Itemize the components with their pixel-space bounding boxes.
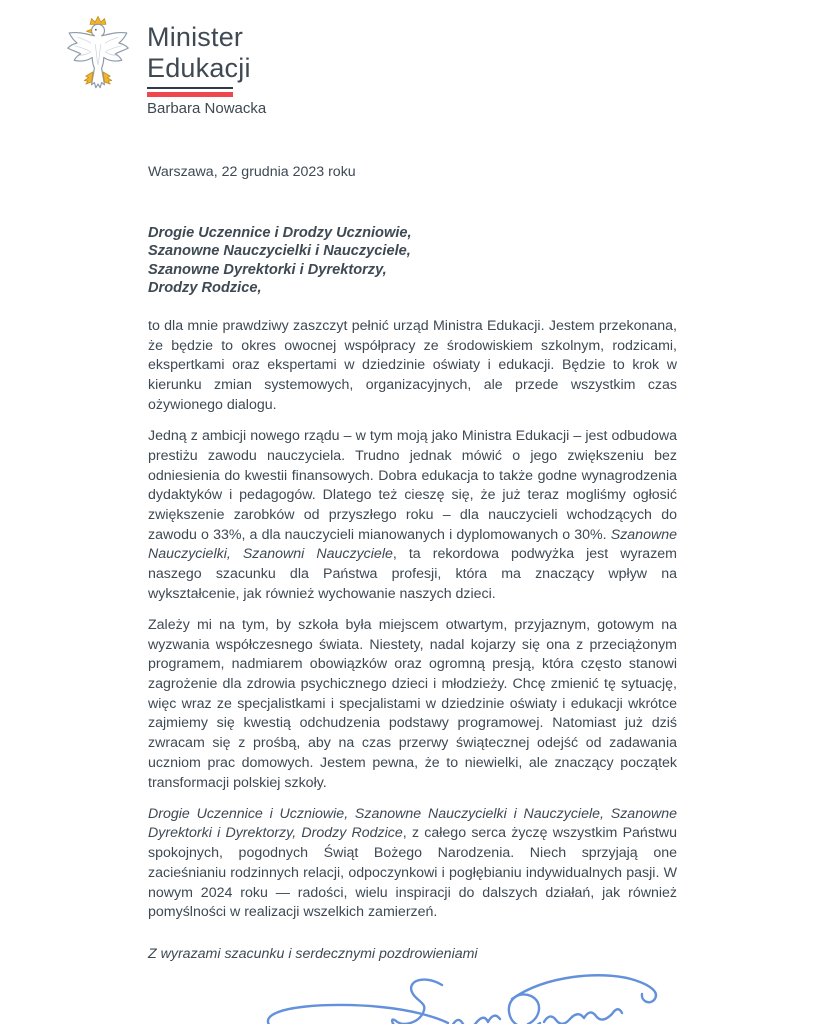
- paragraph: [148, 317, 677, 416]
- salutation-line: Szanowne Dyrektorki i Dyrektorzy,: [148, 261, 387, 278]
- paragraph-text-italic: Szanowne Nauczycielki, Szanowni Nauczyciele: [148, 526, 677, 563]
- letter-content: [148, 163, 677, 1024]
- paragraph-text: to dla mnie prawdziwy zaszczyt pełnić urząd Ministra Edukacji. Jestem przekonana, że będzie to okres owocnej współpracy ze środowiskiem szkolnym, rodzicami, ekspertkami oraz ekspertami w dziedzinie oświaty i edukacji. Będzie to krok w kierunku zmian systemowych, organizacyjnych, ale przede wszystkim czas ożywionego dialogu.: [148, 318, 677, 413]
- paragraph: [148, 616, 677, 793]
- paragraph: [148, 427, 677, 604]
- paragraph: [148, 805, 677, 923]
- ministry-title: [147, 22, 251, 84]
- divider-red: [147, 92, 233, 97]
- closing-line: Z wyrazami szacunku i serdecznymi pozdrowieniami: [148, 945, 478, 962]
- salutation-line: Drodzy Rodzice,: [148, 280, 262, 297]
- paragraph-text: Zależy mi na tym, by szkoła była miejscem otwartym, przyjaznym, gotowym na wyzwania współczesnego świata. Niestety, nadal kojarzy się ona z przeciążonym programem, nadmiarem obowiązków oraz ogromną presją, która często stanowi zagrożenie dla zdrowia psychicznego dzieci i młodzieży. Chcę zmienić tę sytuację, więc wraz ze specjalistkami i specjalistami w dziedzinie oświaty i edukacji wkrótce zajmiemy się kwestią odchudzenia podstawy programowej. Natomiast już dziś zwracam się z prośbą, aby na czas przerwy świątecznej odejść od zadawania uczniom prac domowych. Jestem pewna, że to niewielki, ale znaczący początek transformacji polskiej szkoły.: [148, 616, 677, 791]
- salutation-line: Szanowne Nauczycielki i Nauczyciele,: [148, 243, 411, 260]
- salutation-line: Drogie Uczennice i Drodzy Uczniowie,: [148, 224, 412, 241]
- ministry-title-line2: Edukacji: [147, 53, 251, 83]
- salutation: [148, 224, 677, 298]
- ministry-title-line1: Minister: [147, 22, 244, 52]
- divider-dark: [147, 87, 233, 89]
- sender-name: Barbara Nowacka: [147, 100, 267, 117]
- paragraph-text: Jedną z ambicji nowego rządu – w tym moją jako Ministra Edukacji – jest odbudowa prestiżu zawodu nauczyciela. Trudno jednak mówić o jego zwiększeniu bez odniesienia do kwestii finansowych. Dobra edukacja to także godne wynagrodzenia dydaktyków i pedagogów. Dlatego też cieszę się, że już teraz mogliśmy ogłosić zwiększenie zarobków od przyszłego roku – dla nauczycieli wchodzących do zawodu o 33%, a dla nauczycieli mianowanych i dyplomowanych o 30%.: [148, 428, 677, 543]
- dateline: Warszawa, 22 grudnia 2023 roku: [148, 164, 356, 180]
- handwritten-signature-icon: [216, 969, 676, 1024]
- paragraph-text: , ta rekordowa podwyżka jest wyrazem naszego szacunku dla Państwa profesji, która ma znaczący wpływ na wykształcenie, jak również wychowanie naszych dzieci.: [148, 546, 678, 602]
- polish-eagle-emblem-icon: [62, 14, 134, 98]
- letter-body: [148, 317, 677, 923]
- paragraph-text-italic: Drogie Uczennice i Uczniowie, Szanowne Nauczycielki i Nauczyciele, Szanowne Dyrektorki i Dyrektorzy, Drodzy Rodzice: [148, 805, 677, 842]
- paragraph-text: , z całego serca życzę wszystkim Państwu spokojnych, pogodnych Świąt Bożego Narodzenia. Niech sprzyjają one zacieśnianiu rodzinnych relacji, odpoczynkowi i pogłębianiu indywidualnych pasji. W nowym 2024 roku — radości, wielu inspiracji do dalszych działań, jak również pomyślności w realizacji wszelkich zamierzeń.: [148, 825, 677, 921]
